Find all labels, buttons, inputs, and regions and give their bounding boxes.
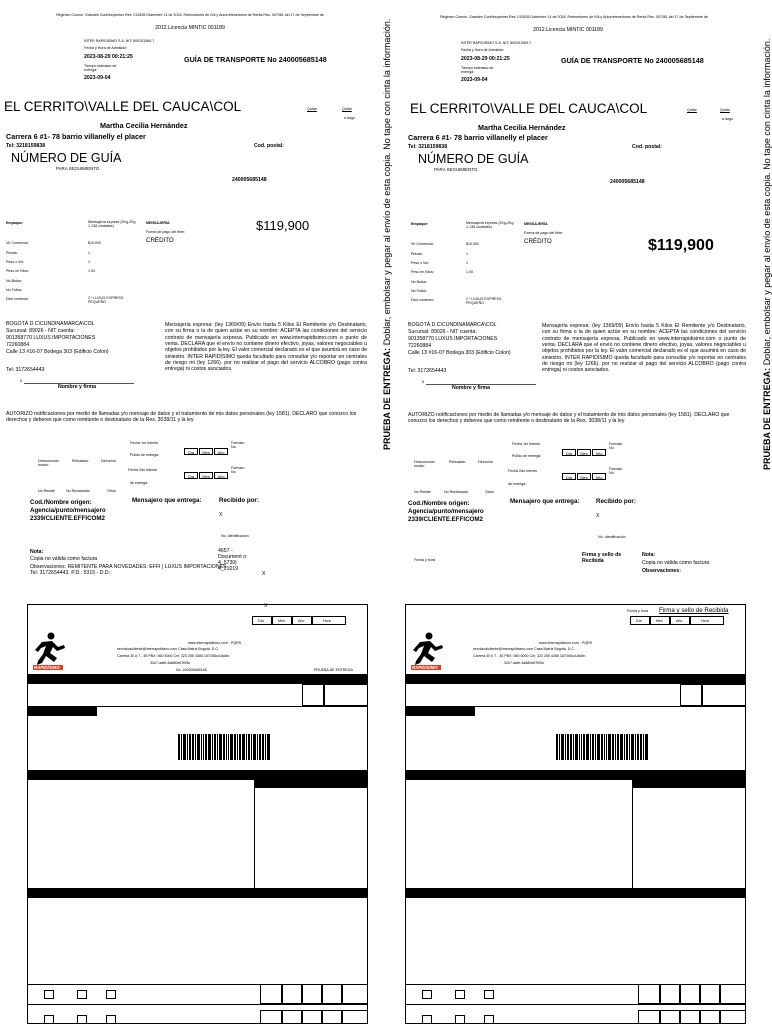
regimen-text: Régimen Común. Grandes Contribuyentes Res. 012635 Diciembre 14 de 2018. Retenedores de IVA y Autorretenedores de Renta Res. 007061 del 17 de Septiembre de xyxy=(440,15,708,19)
quitar-label-2: Quitar xyxy=(720,108,730,112)
form-header-bar xyxy=(405,674,746,684)
status-no-reside: No Reside xyxy=(38,489,55,493)
form-checkbox-2[interactable] xyxy=(77,990,87,999)
form-checkbox-6[interactable] xyxy=(484,1015,494,1024)
detail-value-empaque: Mensajería express (2Kg-2Kg 1-138 ciudades) xyxy=(466,221,514,230)
guide-title: GUÍA DE TRANSPORTE No 240005685148 xyxy=(184,55,327,64)
status-no-reside: No Reside xyxy=(414,490,431,494)
attempt-first-label: Fecha 1er Intento xyxy=(512,442,541,446)
detail-label-vlr: Vlr Comercial: xyxy=(6,241,29,245)
payment-value: CRÉDITO xyxy=(524,238,552,245)
sender-code: 72260884 xyxy=(408,343,432,349)
logo-brand-text: RAPIDÍSIMO xyxy=(412,665,438,670)
detail-value-contener: 2 * LUXUS EXPRESS PEQUEÑO xyxy=(88,296,124,305)
form-mes-cell[interactable]: Mes xyxy=(272,616,292,625)
observaciones-label: Observaciones: xyxy=(642,568,681,574)
cod-postal-label: Cod. postal: xyxy=(632,144,662,150)
form-web: www.interrapidisimo.com - PQRS xyxy=(539,641,593,645)
side-strip-text: PRUEBA DE ENTREGA: Doblar, embolsar y pegar al envío de esta copia. No tape con cinta la información. xyxy=(762,38,772,470)
quitar-sub: a largo xyxy=(722,117,733,121)
form-code-cell-10[interactable] xyxy=(720,1010,746,1024)
detail-value-contener: 2 * LUXUS EXPRESS PEQUEÑO xyxy=(466,297,502,306)
formato-label-2: Formato No. xyxy=(231,466,245,475)
form-hora-cell[interactable]: Hora xyxy=(312,616,346,625)
detail-value-peso-vol: 1 xyxy=(466,261,468,265)
attempt-first-label: Fecha 1er Intento xyxy=(130,441,159,445)
sender-city: BOGOTÁ D.C\CUNDINAMARCA\COL xyxy=(408,322,497,328)
guia-number: 240005685148 xyxy=(610,179,645,185)
origin-label: Cod./Nombre origen: xyxy=(30,499,92,506)
delivery-form-left xyxy=(0,604,384,1024)
form-mid-bar xyxy=(405,770,746,780)
attempt2-dia[interactable]: Día xyxy=(184,472,198,479)
attempt2-mes[interactable]: Mes xyxy=(577,473,591,480)
logo-brand-text: RAPIDÍSIMO xyxy=(34,665,60,670)
status-direccion: Dirección xyxy=(101,459,116,463)
form-code-cell-9[interactable] xyxy=(700,1010,720,1024)
tiempo-entrega-label: Tiempo estimado de entrega: xyxy=(461,66,494,75)
price-value: $119,900 xyxy=(256,218,310,233)
firma-sello-label: Firma y sello de Recibida xyxy=(582,552,622,564)
attempt-second-label: Fecha 2do Intento xyxy=(508,469,537,473)
sender-address: Calle 13 #16-07 Bodega 303 (Edificio Colon) xyxy=(6,349,109,355)
payment-label: Forma de pago del flete: xyxy=(524,231,563,235)
form-lower-bar xyxy=(405,888,746,898)
observaciones-text: Observaciones: REMITENTE PARA NOVEDADES: EFFI | LUXUS IMPORTACIONES Tel: 3172654443. P.D.: 5315 - D.D.: xyxy=(30,564,227,576)
form-code-cell-7[interactable] xyxy=(660,1010,680,1024)
side-strip-text: PRUEBA DE ENTREGA: Doblar, embolsar y pegar al envío de esta copia. No tape con cinta la información. xyxy=(382,18,392,450)
terms-text: Mensajería expresa: (ley 1369/09) Envío hasta 5 Kilos El Remitente y/o Destinatario, con su firma o la de quien actúe en su nombre: ACEPTA las condiciones del servicio contrato de mensajería expresa. Publicado en www.interrapidisimo.com o punto de venta. DECLARA que el envío no contiene dinero efectivo, joyas, valores negociables u objetos prohibidos por la ley. El valor comercial declarado es el que asumirá en caso de siniestro. INTER RAPIDÍSIMO queda facultado para consultar y/o reportar en centrales de riesgo mi (ley 1266). por no realizar el pago del servicio ALCOBRO (pago contra entrega) ni costos asociados. xyxy=(165,322,367,373)
detail-label-vlr: Vlr Comercial: xyxy=(411,242,434,246)
attempt1-dia[interactable]: Día xyxy=(184,448,198,455)
form-checkbox-3[interactable] xyxy=(106,990,116,999)
status-desconocido: Desconocido errado xyxy=(414,460,435,469)
form-code-cell-6[interactable] xyxy=(260,1010,282,1024)
nota-label: Nota: xyxy=(642,552,656,558)
guide-copy-right xyxy=(384,0,772,1024)
attempt2-ano[interactable]: Año xyxy=(592,473,606,480)
authorize-text: AUTORIZO notificaciones por medio de llamadas y/o mensaje de datos y el tratamiento de mis datos personales (ley 1581). DECLARO que conozco los derechos y deberes que como remitente o destinatario de la Res. 3038/11 y la ley xyxy=(408,412,730,424)
form-code-cell-4[interactable] xyxy=(700,984,720,1004)
sender-nit: 901358770 LUXUS IMPORTACIONES xyxy=(6,335,96,341)
destination-city: EL CERRITO\VALLE DEL CAUCA\COL xyxy=(4,99,242,114)
quitar-label-1: Quitar xyxy=(307,107,317,111)
guia-number: 240005685148 xyxy=(232,177,267,183)
sender-sucursal: Sucursal: 89026 - NIT cuenta: xyxy=(6,328,75,334)
mensajero-label: Mensajero que entrega: xyxy=(132,497,202,504)
form-prueba: PRUEBA DE ENTREGA xyxy=(314,668,353,672)
detail-label-piezas: Piezas: xyxy=(411,252,423,256)
form-code-cell-2[interactable] xyxy=(660,984,680,1004)
form-checkbox-4[interactable] xyxy=(422,1015,432,1024)
attempt-first-sub: Pulldo de entrega: xyxy=(130,453,160,457)
cod-postal-label: Cod. postal: xyxy=(254,143,284,149)
form-dia-cell[interactable]: Día xyxy=(630,616,650,625)
signature-label: Nombre y firma xyxy=(58,384,97,390)
form-code: 32e7-aafe-4a880e67f05c xyxy=(150,661,191,665)
form-code-cell-5[interactable] xyxy=(342,984,368,1004)
form-code: 32e7-aafe-4a880e67f05c xyxy=(504,661,545,665)
detail-value-empaque: Mensajería express (2Kg-2Kg 1-138 ciudades) xyxy=(88,220,136,229)
sender-signature-x: x xyxy=(20,378,23,383)
fecha-admision-value: 2023-08-29 00:21:25 xyxy=(461,56,510,62)
form-lower-bar xyxy=(27,888,368,898)
licencia-text: 2012.Licencia MINTIC 001189 xyxy=(533,27,603,33)
formato-label-1: Formato No. xyxy=(231,441,245,450)
form-addr: Carrera 30 # 7 - 45 PBX: 560 5000 Cel: 323 255 4385 187308cd-8a5e- xyxy=(117,654,231,658)
form-code-cell-8[interactable] xyxy=(680,1010,700,1024)
status-desconocido: Desconocido errado xyxy=(38,459,59,468)
fecha-admision-label: Fecha y Hora de Admisión: xyxy=(84,46,128,50)
identificacion-label: No. Identificación xyxy=(598,535,626,539)
licencia-text: 2012.Licencia MINTIC 001189 xyxy=(155,25,225,31)
regimen-text: Régimen Común. Grandes Contribuyentes Res. 012635 Diciembre 14 de 2018. Retenedores de IVA y Autorretenedores de Renta Res. 007061 del 17 de Septiembre de xyxy=(56,13,324,17)
fecha-admision-value: 2023-08-29 00:21:25 xyxy=(84,54,133,60)
numero-guia-subtitle: PARA SEGUIMIENTO xyxy=(56,166,100,171)
form-code-cell-2[interactable] xyxy=(282,984,302,1004)
form-fecha-hora: Fecha y hora xyxy=(627,609,648,613)
notes-fecha-hora: Fecha y hora xyxy=(414,558,435,562)
attempt-second-sub: de entrega: xyxy=(508,482,527,486)
detail-label-empaque: Empaque: xyxy=(6,221,24,225)
guide-title: GUÍA DE TRANSPORTE No 240005685148 xyxy=(561,56,704,65)
form-web: www.interrapidisimo.com - PQRS xyxy=(188,641,242,645)
formato-label-2: Formato No. xyxy=(609,467,623,476)
status-otros: Otros xyxy=(485,490,494,494)
form-hora-cell[interactable]: Hora xyxy=(690,616,724,625)
attempt2-mes[interactable]: Mes xyxy=(199,472,213,479)
form-checkbox-5[interactable] xyxy=(455,1015,465,1024)
attempt-first-sub: Pulldo de entrega: xyxy=(512,454,542,458)
form-firma-label: Firma y sello de Recibida xyxy=(659,607,729,614)
quitar-label-2: Quitar xyxy=(342,107,352,111)
detail-value-vlr: $10,000 xyxy=(466,242,479,246)
form-addr: Carrera 30 # 7 - 45 PBX: 560 5000 Cel: 323 255 4385 187308cd-8a5e- xyxy=(473,654,587,658)
detail-label-peso-vol: Peso x Vol: xyxy=(411,261,429,265)
detail-label-contener: Dice contener: xyxy=(6,297,30,301)
form-ano-cell[interactable]: Año xyxy=(670,616,690,625)
tiempo-entrega-value: 2023-09-04 xyxy=(84,75,111,81)
payment-value: CRÉDITO xyxy=(146,237,174,244)
fecha-admision-label: Fecha y Hora de Admisión: xyxy=(461,48,505,52)
form-header-bar xyxy=(27,674,368,684)
form-small-cell-2[interactable] xyxy=(702,684,746,706)
status-rehusado: Rehusado xyxy=(449,460,466,464)
quitar-label-1: Quitar xyxy=(687,108,697,112)
attempt-second-label: Fecha 2do Intento xyxy=(128,468,157,472)
form-code-cell-8[interactable] xyxy=(302,1010,322,1024)
origin-value-1: Agencia/punto/mensajero xyxy=(408,508,484,515)
detail-value-piezas: 1 xyxy=(88,251,90,255)
detail-label-contener: Dice contener: xyxy=(411,298,435,302)
form-label-bar xyxy=(405,706,475,716)
sender-code: 72260884 xyxy=(6,342,30,348)
sender-signature-x: x xyxy=(422,379,425,384)
detail-label-bolsa: No Bolsa: xyxy=(6,279,22,283)
form-code-cell-9[interactable] xyxy=(322,1010,342,1024)
form-code-cell-1[interactable] xyxy=(260,984,282,1004)
numero-guia-subtitle: PARA SEGUIMIENTO xyxy=(434,167,478,172)
sender-tel: Tel: 3172654443 xyxy=(6,367,45,373)
form-number: No. 240005685148 xyxy=(176,668,207,672)
barcode-right xyxy=(556,734,666,760)
form-checkbox-1[interactable] xyxy=(422,990,432,999)
recipient-tel: Tel: 3218159838 xyxy=(6,143,46,149)
status-otros: Otros xyxy=(107,489,116,493)
tiempo-entrega-value: 2023-09-04 xyxy=(461,77,488,83)
form-email: servicioalcliente@interrapidisimo.com Casa Matriz Bogotá. D.C. xyxy=(473,647,575,651)
detail-value-peso-kilos: 1.00 xyxy=(88,269,95,273)
numero-guia-title: NÚMERO DE GUÍA xyxy=(418,152,529,166)
nota-value: Copia no válida como factura xyxy=(642,560,710,566)
nota-label: Nota: xyxy=(30,549,44,555)
detail-value-peso-vol: 1 xyxy=(88,260,90,264)
detail-label-folios: No Folios: xyxy=(6,288,23,292)
mensajero-label: Mensajero que entrega: xyxy=(510,498,580,505)
detail-value-peso-kilos: 1.00 xyxy=(466,270,473,274)
attempt2-ano[interactable]: Año xyxy=(214,472,228,479)
detail-label-peso-kilos: Peso en Kilos: xyxy=(6,269,29,273)
terms-text: Mensajería expresa: (ley 1369/09) Envío hasta 5 Kilos El Remitente y/o Destinatario, con su firma o la de quien actúe en su nombre: ACEPTA las condiciones del servicio contrato de mensajería expresa. Publicado en www.interrapidisimo.com o punto de venta. DECLARA que el envío no contiene dinero efectivo, joyas, valores negociables u objetos prohibidos por la ley. El valor comercial declarado es el que asumirá en caso de siniestro. INTER RAPIDÍSIMO queda facultado para consultar y/o reportar en centrales de riesgo mi (ley 1266). por no realizar el pago del servicio ALCOBRO (pago contra entrega) ni costos asociados. xyxy=(542,323,746,374)
form-code-cell-7[interactable] xyxy=(282,1010,302,1024)
barcode-left xyxy=(178,734,288,760)
status-rehusado: Rehusado xyxy=(72,459,89,463)
form-checkbox-5[interactable] xyxy=(77,1015,87,1024)
origin-value-2: 2339/CLIENTE.EFFICOM2 xyxy=(408,516,483,523)
status-no-reclamado: No Reclamado xyxy=(66,489,90,493)
destination-city: EL CERRITO\VALLE DEL CAUCA\COL xyxy=(410,101,648,116)
quitar-sub: a largo xyxy=(344,116,355,120)
attempt-second-sub: de entrega: xyxy=(130,481,149,485)
attempt1-mes[interactable]: Mes xyxy=(199,448,213,455)
form-checkbox-4[interactable] xyxy=(44,1015,54,1024)
form-checkbox-1[interactable] xyxy=(44,990,54,999)
document-text: 4657 - Document o: 4_5730| 4_21019 xyxy=(218,548,248,572)
form-ano-cell[interactable]: Año xyxy=(292,616,312,625)
form-email: servicioalcliente@interrapidisimo.com Casa Matriz Bogotá. D.C. xyxy=(117,647,219,651)
detail-label-piezas: Piezas: xyxy=(6,251,18,255)
inter-nit: INTER RAPIDISIMO S.A. NIT: 800251569-7 xyxy=(84,39,155,43)
recipient-name: Martha Cecilia Hernández xyxy=(100,121,188,130)
form-code-cell-3[interactable] xyxy=(680,984,700,1004)
numero-guia-title: NÚMERO DE GUÍA xyxy=(11,151,122,165)
formato-label-1: Formato No. xyxy=(609,442,623,451)
form-checkbox-3[interactable] xyxy=(484,990,494,999)
nota-value: Copia no válida como factura xyxy=(30,556,98,562)
sender-address: Calle 13 #16-07 Bodega 303 (Edificio Colon) xyxy=(408,350,511,356)
detail-value-piezas: 1 xyxy=(466,252,468,256)
form-small-cell-2[interactable] xyxy=(324,684,368,706)
attempt1-ano[interactable]: Año xyxy=(592,449,606,456)
form-small-cell-1[interactable] xyxy=(302,684,324,706)
recibido-label: Recibido por: xyxy=(219,497,259,504)
form-code-cell-1[interactable] xyxy=(638,984,660,1004)
origin-value-2: 2339/CLIENTE.EFFICOM2 xyxy=(30,515,105,522)
form-checkbox-2[interactable] xyxy=(455,990,465,999)
form-code-cell-4[interactable] xyxy=(322,984,342,1004)
detail-label-peso-kilos: Peso en Kilos: xyxy=(411,270,434,274)
attempt1-ano[interactable]: Año xyxy=(214,448,228,455)
detail-label-peso-vol: Peso x Vol: xyxy=(6,260,24,264)
detail-label-bolsa: No Bolsa: xyxy=(411,280,427,284)
form-frame xyxy=(27,604,368,1024)
identificacion-label: No. Identificación xyxy=(221,534,249,538)
form-mes-cell[interactable]: Mes xyxy=(650,616,670,625)
attempt1-mes[interactable]: Mes xyxy=(577,449,591,456)
attempt2-dia[interactable]: Día xyxy=(562,473,576,480)
payment-label: Forma de pago del flete: xyxy=(146,230,185,234)
form-mid-bar xyxy=(27,770,368,780)
service-label: MENSAJERÍA xyxy=(524,222,548,226)
recibido-x: X xyxy=(219,512,223,518)
authorize-text: AUTORIZO notificaciones por medio de llamadas y/o mensaje de datos y el tratamiento de mis datos personales (ley 1581). DECLARO que conozco los derechos y deberes que como remitente o destinatario de la Res. 3038/11 y la ley xyxy=(6,411,357,423)
form-code-cell-5[interactable] xyxy=(720,984,746,1004)
sender-tel: Tel: 3172654443 xyxy=(408,368,447,374)
form-code-cell-10[interactable] xyxy=(342,1010,368,1024)
form-label-bar xyxy=(27,706,97,716)
attempt1-dia[interactable]: Día xyxy=(562,449,576,456)
service-label: MENSAJERÍA xyxy=(146,221,170,225)
form-frame xyxy=(405,604,746,1024)
price-value: $119,900 xyxy=(648,237,714,254)
origin-value-1: Agencia/punto/mensajero xyxy=(30,507,106,514)
status-no-reclamado: No Reclamado xyxy=(444,490,468,494)
sender-nit: 901358770 LUXUS IMPORTACIONES xyxy=(408,336,498,342)
form-checkbox-6[interactable] xyxy=(106,1015,116,1024)
delivery-form-right xyxy=(384,604,768,1024)
form-code-cell-3[interactable] xyxy=(302,984,322,1004)
detail-label-folios: No Folios: xyxy=(411,289,428,293)
recipient-name: Martha Cecilia Hernández xyxy=(478,123,566,132)
inter-nit: INTER RAPIDISIMO S.A. NIT: 800251569-7 xyxy=(461,41,532,45)
form-small-cell-1[interactable] xyxy=(680,684,702,706)
recipient-address: Carrera 6 #1- 78 barrio villanelly el placer xyxy=(6,132,146,141)
status-direccion: Dirección xyxy=(478,460,493,464)
form-x: X xyxy=(264,603,268,609)
form-code-cell-6[interactable] xyxy=(638,1010,660,1024)
tiempo-entrega-label: Tiempo estimado de entrega: xyxy=(84,64,117,73)
signature-label: Nombre y firma xyxy=(452,385,491,391)
recibido-label: Recibido por: xyxy=(596,498,636,505)
form-dia-cell[interactable]: Día xyxy=(252,616,272,625)
sender-city: BOGOTÁ D.C\CUNDINAMARCA\COL xyxy=(6,321,95,327)
recipient-tel: Tel: 3218159838 xyxy=(408,144,448,150)
detail-label-empaque: Empaque: xyxy=(411,222,429,226)
detail-value-vlr: $10,000 xyxy=(88,241,101,245)
recibido-x: X xyxy=(596,513,600,519)
document-x: X xyxy=(262,571,266,577)
origin-label: Cod./Nombre origen: xyxy=(408,500,470,507)
sender-sucursal: Sucursal: 89026 - NIT cuenta: xyxy=(408,329,477,335)
recipient-address: Carrera 6 #1- 78 barrio villanelly el placer xyxy=(408,133,548,142)
